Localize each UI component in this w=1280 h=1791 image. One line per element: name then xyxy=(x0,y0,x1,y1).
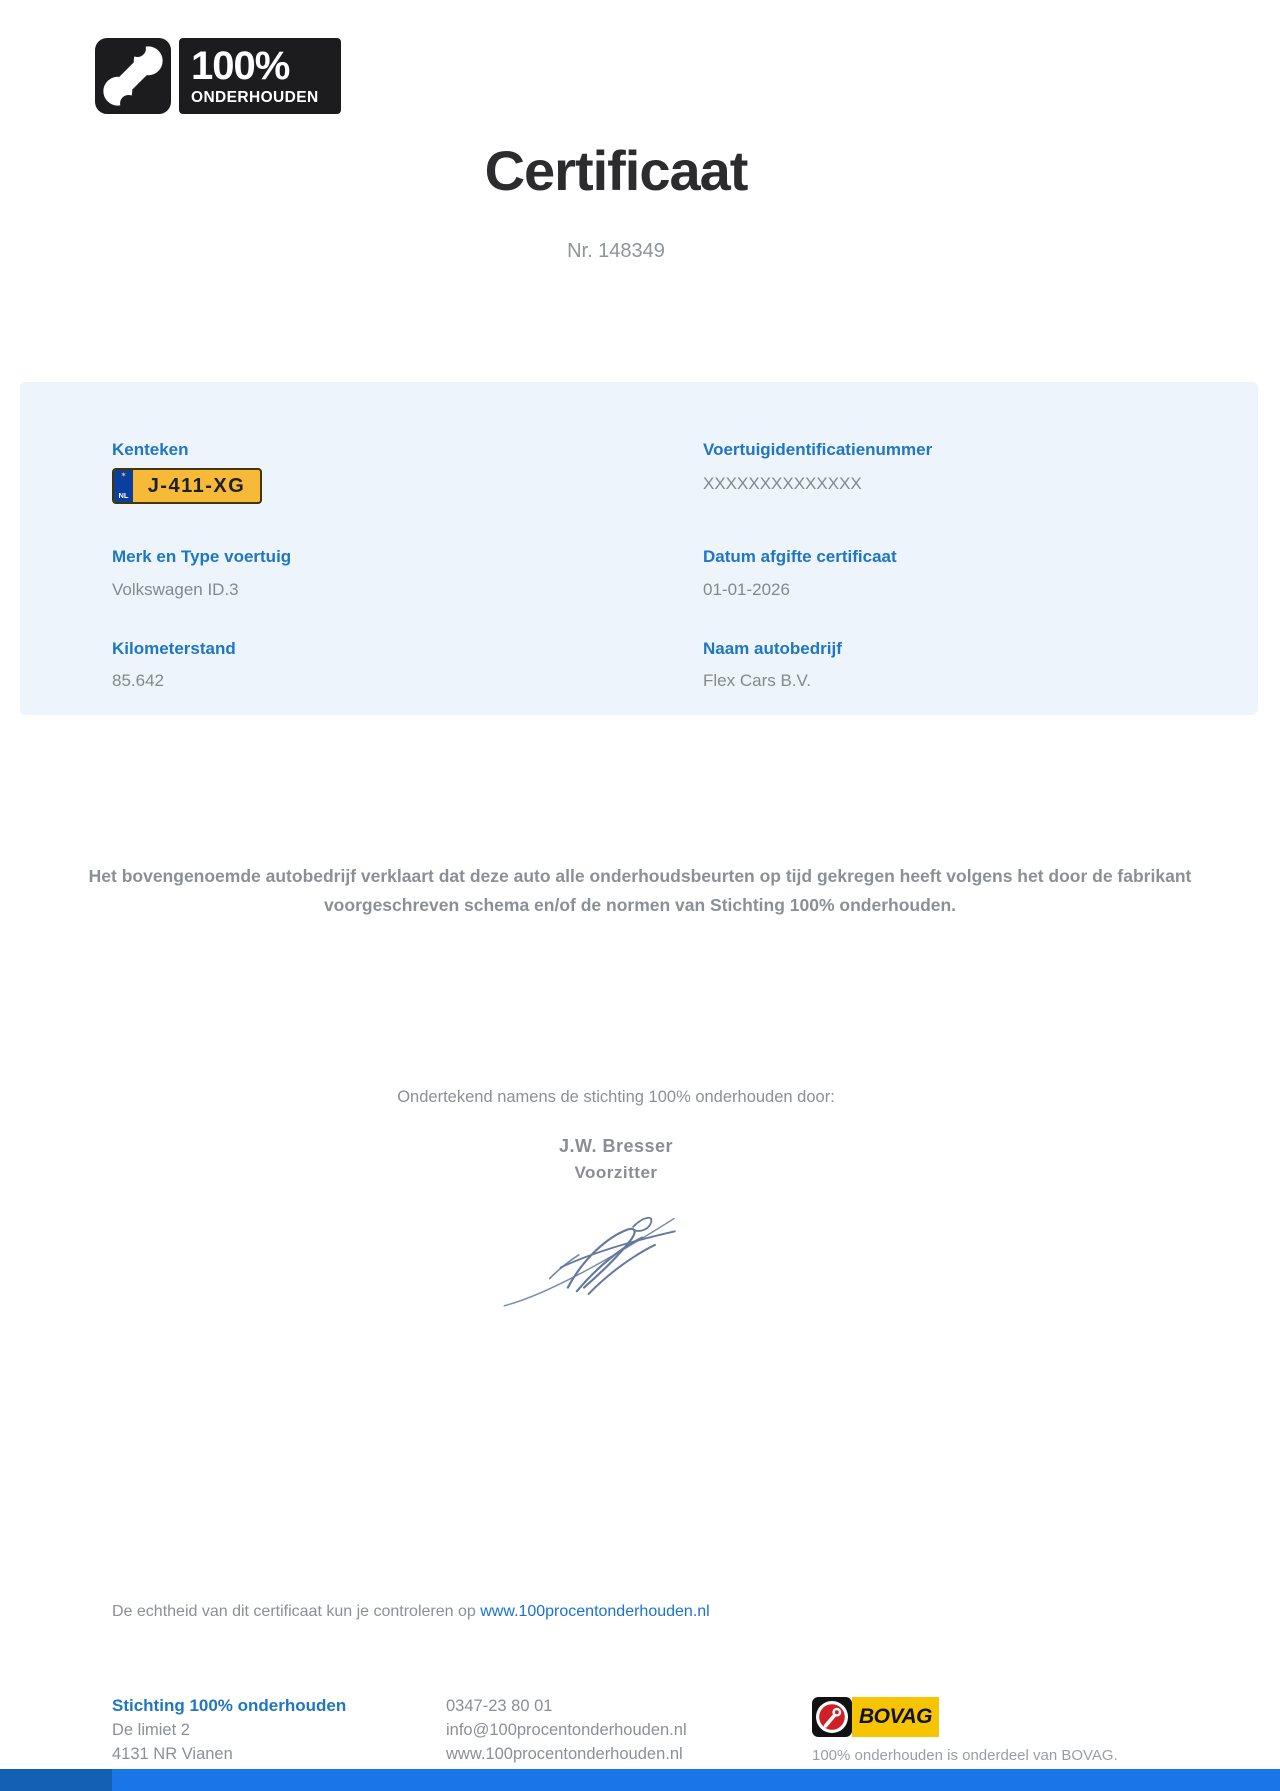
datum-label: Datum afgifte certificaat xyxy=(703,547,897,566)
plate-eu-strip xyxy=(114,470,133,502)
footer-email: info@100procentonderhouden.nl xyxy=(446,1721,687,1739)
kenteken-label: Kenteken xyxy=(112,440,189,459)
autobedrijf-label: Naam autobedrijf xyxy=(703,639,842,658)
bovag-note: 100% onderhouden is onderdeel van BOVAG. xyxy=(812,1747,1118,1764)
kilometerstand-value: 85.642 xyxy=(112,671,164,690)
bottom-accent-bar xyxy=(0,1769,1280,1791)
page-title: Certificaat xyxy=(484,139,748,202)
footer-organisation xyxy=(112,1694,346,1766)
statement-line1: Het bovengenoemde autobedrijf verklaart dat deze auto alle onderhoudsbeurten op tijd gekregen heeft volgens het door de fabrikant xyxy=(88,866,1192,886)
verification-text: De echtheid van dit certificaat kun je controleren op xyxy=(112,1603,481,1620)
signer-role: Voorzitter xyxy=(574,1163,658,1182)
datum-value: 01-01-2026 xyxy=(703,580,790,599)
footer-address-line2: 4131 NR Vianen xyxy=(112,1745,233,1763)
plate-country-code: NL xyxy=(118,491,129,500)
plate-number: J-411-XG xyxy=(147,474,246,497)
footer-contact xyxy=(446,1694,687,1766)
footer-address-line1: De limiet 2 xyxy=(112,1721,190,1739)
footer-org-name: Stichting 100% onderhouden xyxy=(112,1696,347,1715)
signature-image xyxy=(487,1195,743,1313)
footer-website: www.100procentonderhouden.nl xyxy=(446,1745,683,1763)
merk-label: Merk en Type voertuig xyxy=(112,547,292,566)
wrench-icon xyxy=(95,38,171,114)
signing-intro: Ondertekend namens de stichting 100% onderhouden door: xyxy=(397,1088,835,1106)
brand-word-text: ONDERHOUDEN xyxy=(191,88,319,106)
bovag-wheel-icon xyxy=(812,1697,852,1737)
declaration-statement xyxy=(40,862,1240,920)
autobedrijf-value: Flex Cars B.V. xyxy=(703,671,812,690)
statement-line2: voorgeschreven schema en/of de normen van Stichting 100% onderhouden. xyxy=(323,895,957,915)
verification-link[interactable]: www.100procentonderhouden.nl xyxy=(480,1603,710,1620)
brand-wordmark xyxy=(179,38,341,114)
vin-value: XXXXXXXXXXXXXX xyxy=(703,474,862,493)
bovag-wordmark: BOVAG xyxy=(852,1697,939,1737)
signer-name: J.W. Bresser xyxy=(558,1136,674,1156)
bovag-logo xyxy=(812,1697,939,1737)
footer-phone: 0347-23 80 01 xyxy=(446,1697,553,1715)
verification-line xyxy=(112,1603,710,1621)
kilometerstand-label: Kilometerstand xyxy=(112,639,236,658)
certificate-number: Nr. 148349 xyxy=(567,240,665,262)
brand-logo xyxy=(95,38,341,114)
merk-value: Volkswagen ID.3 xyxy=(112,580,239,599)
vin-label: Voertuigidentificatienummer xyxy=(703,440,933,459)
info-box xyxy=(20,382,1258,715)
brand-percent-text: 100% xyxy=(191,43,290,88)
license-plate xyxy=(112,468,262,504)
eu-stars-icon: ✶ xyxy=(120,472,127,479)
